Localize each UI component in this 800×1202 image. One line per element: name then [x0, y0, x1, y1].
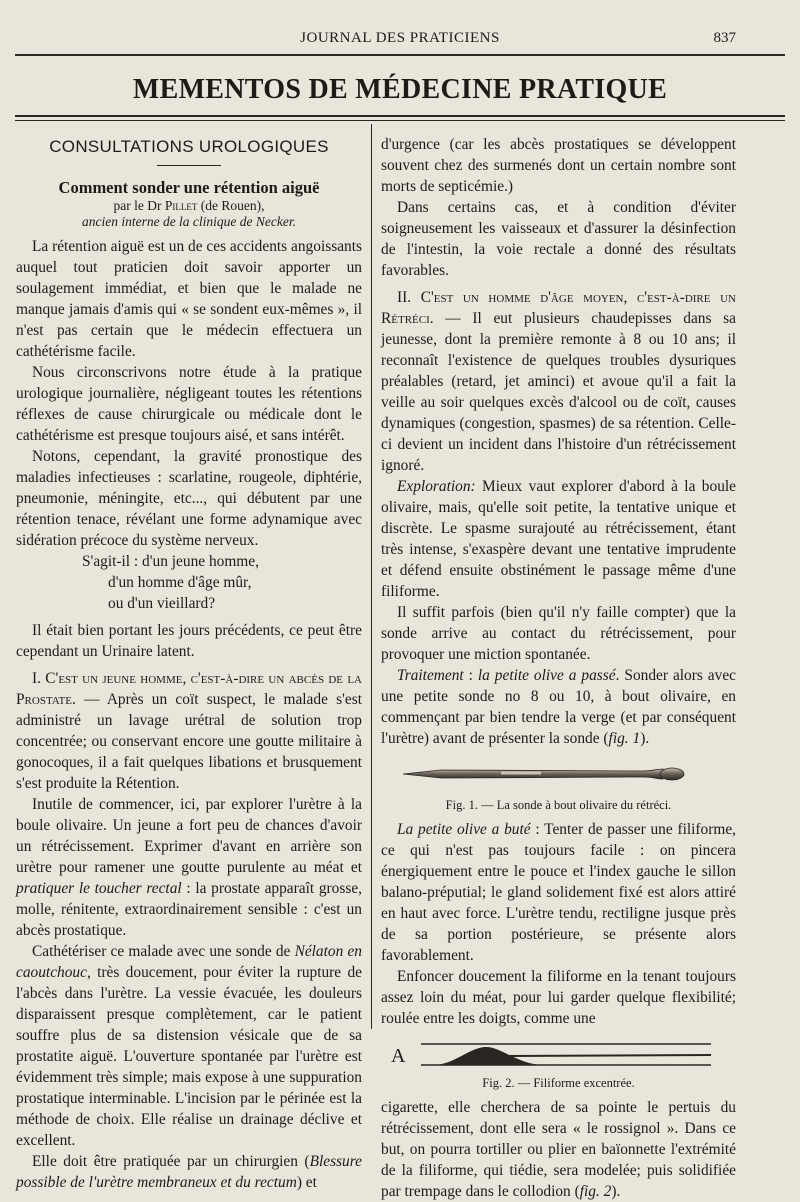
paragraph-text: — Après un coït suspect, le malade s'est administré un lavage urétral de solution trop concentrée; ou conservant encore une goutte militaire à gonocoques, il a fait quelques libations et brusquement s'est produite la Rétention. — [16, 691, 362, 792]
byline — [16, 198, 362, 214]
paragraph: Enfoncer doucement la filiforme en la tenant toujours assez loin du méat, pour lui garder quelque flexibilité; roulée entre les doigts, comme une — [381, 968, 736, 1027]
emphasis: La petite olive a buté — [397, 821, 531, 838]
paragraph-text: ) et — [296, 1174, 317, 1191]
emphasis: pratiquer le toucher rectal — [16, 880, 182, 897]
paragraph-text: . Sonder alors avec une petite sonde no 8 ou 10, à bout olivaire, en commençant par bien tendre la verge (et par conséquent l'urètre) avant de présenter la sonde ( — [381, 667, 736, 747]
paragraph-text: Elle doit être pratiquée par un chirurgien ( — [32, 1153, 310, 1170]
column-divider — [371, 124, 372, 1029]
paragraph — [16, 941, 362, 1151]
paragraph: Il suffit parfois (bien qu'il n'y faille compter) que la sonde arrive au contact du rétrécissement, pour provoquer une miction spontanée. — [381, 604, 736, 663]
paragraph-text: , très doucement, pour éviter la rupture de l'abcès dans l'urètre. La vessie évacuée, les douleurs disparaissent presque complètement, car le patient souffre plus de sa distension vésicale que de sa prostatite aiguë. L'ouverture spontanée par l'urètre est évidemment très simple; mais expose à une suppuration prostatique interminable. L'incision par le périnée est la méthode de choix. Elle réalise un drainage déclive et excellent. — [16, 964, 362, 1149]
paragraph-text: cigarette, elle cherchera de sa pointe le pertuis du rétrécissement, dont elle sera « le rossignol ». Dans ce but, on pourra tortiller ou plier en baïonnette l'extrémité de la filiforme, qui tiédie, sera modelée; puis solidifiée par trempage dans le collodion ( — [381, 1099, 736, 1200]
paragraph-text: : la prostate apparaît grosse, molle, rénitente, extraordinairement sensible : c'est un abcès prostatique. — [16, 880, 363, 939]
figure-1 — [381, 753, 736, 795]
paragraph: Dans certains cas, et à condition d'éviter soigneusement les vaisseaux et d'assurer la désinfection de l'intestin, la voie rectale a donné des résultats favorables. — [381, 199, 736, 279]
section-rule — [157, 165, 221, 166]
paragraph-text: Mieux vaut explorer d'abord à la boule olivaire, mais, qu'elle soit petite, la tentative unique et discrète. Le spasme surajouté au rétrécissement, étant très intense, s'exaspère devant une tentative imprudente et défend ensuite obstinément le passage même d'une filiforme. — [381, 478, 736, 600]
catheter-illustration — [381, 753, 736, 795]
figure-1-caption: Fig. 1. — La sonde à bout olivaire du rétréci. — [445, 798, 672, 812]
byline-prefix: par le — [113, 198, 148, 213]
title-rule-top — [15, 115, 785, 117]
question-line: ou d'un vieillard? — [108, 595, 216, 612]
paragraph: Notons, cependant, la gravité pronostique des maladies infectieuses : scarlatine, rougeole, diphtérie, pneumonie, méningite, etc..., qui débutent par une rétention tenace, révélant une forme adynamique avec sidération précoce du système nerveux. — [16, 448, 362, 549]
byline-dr: Dr — [147, 198, 162, 213]
case-heading: II. C'est un homme d'âge moyen, c'est-à-dire un Rétréci. — [381, 289, 736, 327]
header-rule — [15, 54, 785, 56]
byline-author: Pillet — [164, 198, 198, 213]
page-number: 837 — [713, 30, 736, 46]
figure-2 — [381, 1035, 736, 1073]
paragraph: d'urgence (car les abcès prostatiques se développent souvent chez des surmenés dont un certain nombre sont morts de septicémie.) — [381, 136, 736, 195]
emphasis: la petite olive a passé — [477, 667, 616, 684]
article-title: Comment sonder une rétention aiguë — [58, 178, 320, 197]
paragraph-text: : Tenter de passer une filiforme, ce qui n'est pas toujours facile : on pincera énergiquement entre le pouce et l'index gauche le sillon balano-préputial; le gland solidement fixé est alors attiré en haut avec force. L'urètre tendu, rectiligne jusque près de sa portion postérieure, se présente alors favorablement. — [381, 821, 736, 964]
figure-2-caption: Fig. 2. — Filiforme excentrée. — [482, 1076, 635, 1090]
figure-reference: fig. 1 — [608, 730, 641, 747]
paragraph-text: — Il eut plusieurs chaudepisses dans sa jeunesse, dont la première remonte à 8 ou 10 ans; il reconnaît l'existence de quelques troubles dysuriques préalables (retard, jet aminci) et avoue qu'il a fait la veille au soir quelques excès d'alcool ou de coït, causes dynamiques (congestion, spasmes) de sa rétention. Celle-ci devient un incident dans l'histoire d'un rétrécissement ignoré. — [381, 310, 736, 474]
paragraph — [16, 668, 362, 794]
paragraph: Il était bien portant les jours précédents, ce peut être cependant un Urinaire latent. — [16, 622, 362, 660]
right-column — [381, 134, 736, 1202]
catheter-olive-tip — [660, 768, 684, 780]
paragraph: La rétention aiguë est un de ces accidents angoissants auquel tout praticien doit savoir apporter un soulagement immédiat, et bien que le malade ne manque jamais d'amis qui « se sondent eux-mêmes », il n'est pas certain que le médecin effectuera un cathétérisme facile. — [16, 238, 362, 360]
paragraph — [16, 794, 362, 941]
paragraph — [381, 819, 736, 966]
paragraph-text: Cathétériser ce malade avec une sonde de — [32, 943, 295, 960]
paragraph — [16, 1151, 362, 1193]
emphasis: Traitement — [397, 667, 464, 684]
left-column — [16, 128, 362, 1193]
paragraph-text: ). — [611, 1183, 621, 1200]
figure-reference: fig. 2 — [579, 1183, 612, 1200]
emphasis: Nélaton en caoutchouc — [16, 943, 363, 981]
paragraph: Nous circonscrivons notre étude à la pratique urologique journalière, négligeant toutes les rétentions réflexes de cause chirurgicale ou médicale dont le cathétérisme est presque toujours aisé, et sans intérêt. — [16, 364, 362, 444]
running-header — [0, 30, 800, 50]
paragraph-text: ). — [640, 730, 650, 747]
running-title: JOURNAL DES PRATICIENS — [300, 30, 500, 46]
filiform-illustration — [381, 1035, 736, 1073]
title-rule-bottom — [15, 120, 785, 121]
paragraph — [381, 665, 736, 749]
catheter-marking — [501, 772, 541, 775]
paragraph — [381, 476, 736, 602]
question-line: S'agit-il : d'un jeune homme, — [82, 553, 259, 570]
emphasis: Exploration: — [397, 478, 476, 495]
emphasis: Blessure possible de l'urètre membraneux et du rectum — [16, 1153, 362, 1191]
section-heading: CONSULTATIONS UROLOGIQUES — [49, 137, 329, 156]
author-affiliation: ancien interne de la clinique de Necker. — [81, 214, 297, 229]
question-line: d'un homme d'âge mûr, — [108, 574, 252, 591]
page-title: MEMENTOS DE MÉDECINE PRATIQUE — [132, 74, 668, 105]
paragraph-text: Inutile de commencer, ici, par explorer l'urètre à la boule olivaire. Un jeune a fort peu de chances d'avoir un rétrécissement. Exprimer d'avant en arrière son urètre pour ramener une goutte purulente au méat et — [16, 796, 362, 876]
paragraph — [381, 1097, 736, 1202]
filiform-bougie — [501, 1055, 711, 1056]
paragraph — [381, 287, 736, 476]
case-heading: I. C'est un jeune homme, c'est-à-dire un abcès de la Prostate. — [16, 670, 362, 708]
byline-suffix: (de Rouen), — [197, 198, 265, 213]
paragraph-text: : — [463, 667, 478, 684]
figure-2-letter: A — [391, 1045, 406, 1067]
